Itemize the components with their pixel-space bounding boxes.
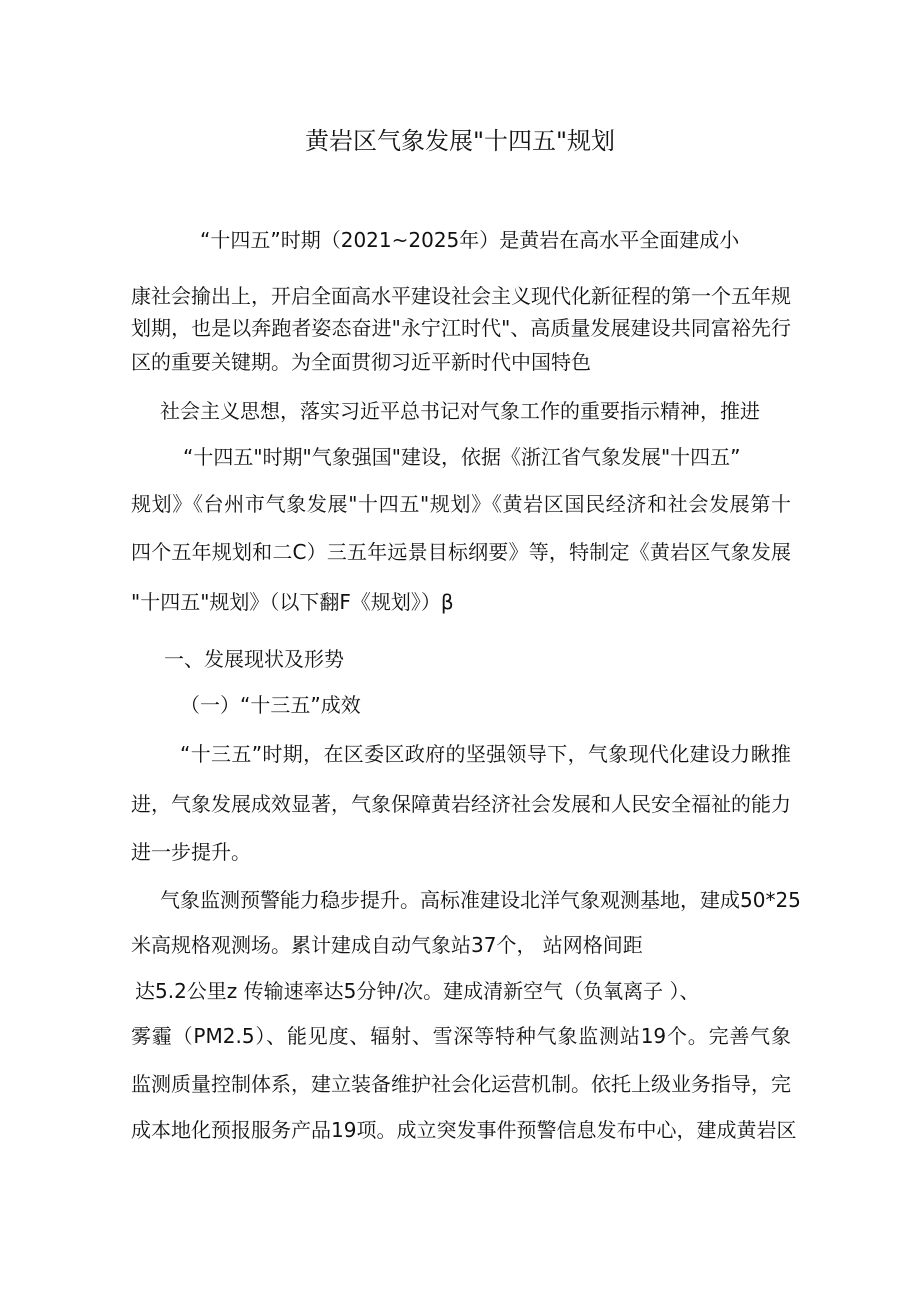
paragraph-line: 康社会揄出上，开启全面高水平建设社会主义现代化新征程的第一个五年规 — [131, 284, 791, 308]
paragraph-line: 米高规格观测场。累计建成自动气象站37个， 站网格间距 — [131, 933, 643, 957]
section-heading: 一、发展现状及形势 — [164, 647, 344, 671]
paragraph-line: 四个五年规划和二C）三五年远景目标纲要》等，特制定《黄岩区气象发展 — [131, 540, 791, 564]
paragraph-line: 规划》《台州市气象发展"十四五"规划》《黄岩区国民经济和社会发展第十 — [131, 492, 791, 516]
paragraph-line: “十四五”时期（2021~2025年）是黄岩在高水平全面建成小 — [200, 228, 740, 252]
paragraph-line: 成本地化预报服务产品19项。成立突发事件预警信息发布中心，建成黄岩区 — [131, 1118, 797, 1142]
paragraph-line: 雾霾（PM2.5）、能见度、辐射、雪深等特种气象监测站19个。完善气象 — [131, 1024, 791, 1048]
paragraph-line: 进一步提升。 — [131, 840, 251, 864]
paragraph-line: “十三五”时期，在区委区政府的坚强领导下，气象现代化建设力瞅推 — [180, 742, 791, 766]
paragraph-line: 进，气象发展成效显著，气象保障黄岩经济社会发展和人民安全福祉的能力 — [131, 792, 791, 816]
subsection-heading: （一）“十三五”成效 — [180, 693, 361, 717]
paragraph-line: “十四五"时期"气象强国"建设，依据《浙江省气象发展"十四五” — [183, 445, 741, 469]
document-title: 黄岩区气象发展"十四五"规划 — [304, 127, 616, 155]
paragraph-line: 达5.2公里z 传输速率达5分钟/次。建成清新空气（负氧离子 ）、 — [135, 979, 700, 1003]
paragraph-line: 气象监测预警能力稳步提升。高标准建设北洋气象观测基地，建成50*25 — [160, 888, 801, 912]
paragraph-line: "十四五"规划》（以下翻F《规划》）β — [131, 590, 454, 614]
paragraph-line: 监测质量控制体系，建立装备维护社会化运营机制。依托上级业务指导，完 — [131, 1072, 791, 1096]
paragraph-line: 划期，也是以奔跑者姿态奋进"永宁江时代"、高质量发展建设共同富裕先行 — [131, 316, 791, 340]
paragraph-line: 社会主义思想，落实习近平总书记对气象工作的重要指示精神，推进 — [160, 399, 760, 423]
paragraph-line: 区的重要关键期。为全面贯彻习近平新时代中国特色 — [131, 350, 591, 374]
